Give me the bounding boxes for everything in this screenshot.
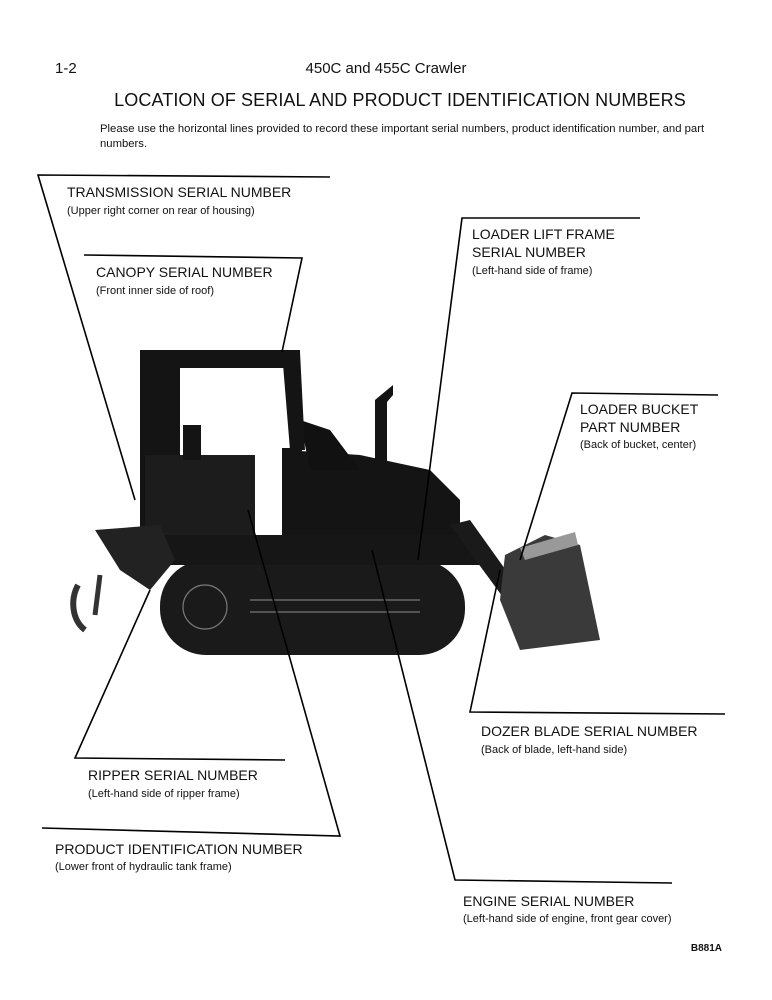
loader-lift-frame-label-line2: SERIAL NUMBER [472, 244, 586, 260]
intro-paragraph: Please use the horizontal lines provided to record these important serial numbers, product identification number, and part numbers. [100, 123, 705, 150]
canopy-serial-note: (Front inner side of roof) [96, 285, 214, 297]
loader-lift-frame-note: (Left-hand side of frame) [472, 265, 593, 277]
document-title: 450C and 455C Crawler [305, 60, 467, 77]
loader-bucket-label-line2: PART NUMBER [580, 419, 681, 435]
product-identification-label: PRODUCT IDENTIFICATION NUMBER [55, 841, 303, 857]
figure-code: B881A [690, 943, 722, 954]
crawler-illustration [73, 350, 600, 655]
loader-lift-frame-label-line1: LOADER LIFT FRAME [472, 226, 615, 242]
ripper-serial-note: (Left-hand side of ripper frame) [88, 788, 240, 800]
product-identification-note: (Lower front of hydraulic tank frame) [55, 861, 232, 873]
canopy-serial-label: CANOPY SERIAL NUMBER [96, 264, 273, 280]
ripper-serial-label: RIPPER SERIAL NUMBER [88, 767, 258, 783]
engine-serial-note: (Left-hand side of engine, front gear cover) [463, 913, 672, 925]
loader-bucket-note: (Back of bucket, center) [580, 439, 697, 451]
transmission-serial-label: TRANSMISSION SERIAL NUMBER [67, 184, 292, 200]
dozer-blade-serial-note: (Back of blade, left-hand side) [481, 744, 628, 756]
transmission-serial-note: (Upper right corner on rear of housing) [67, 205, 255, 217]
page-number: 1-2 [55, 60, 77, 77]
page-heading: LOCATION OF SERIAL AND PRODUCT IDENTIFICATION NUMBERS [114, 90, 686, 110]
loader-bucket-label-line1: LOADER BUCKET [580, 401, 699, 417]
engine-serial-label: ENGINE SERIAL NUMBER [463, 893, 635, 909]
dozer-blade-serial-label: DOZER BLADE SERIAL NUMBER [481, 723, 698, 739]
